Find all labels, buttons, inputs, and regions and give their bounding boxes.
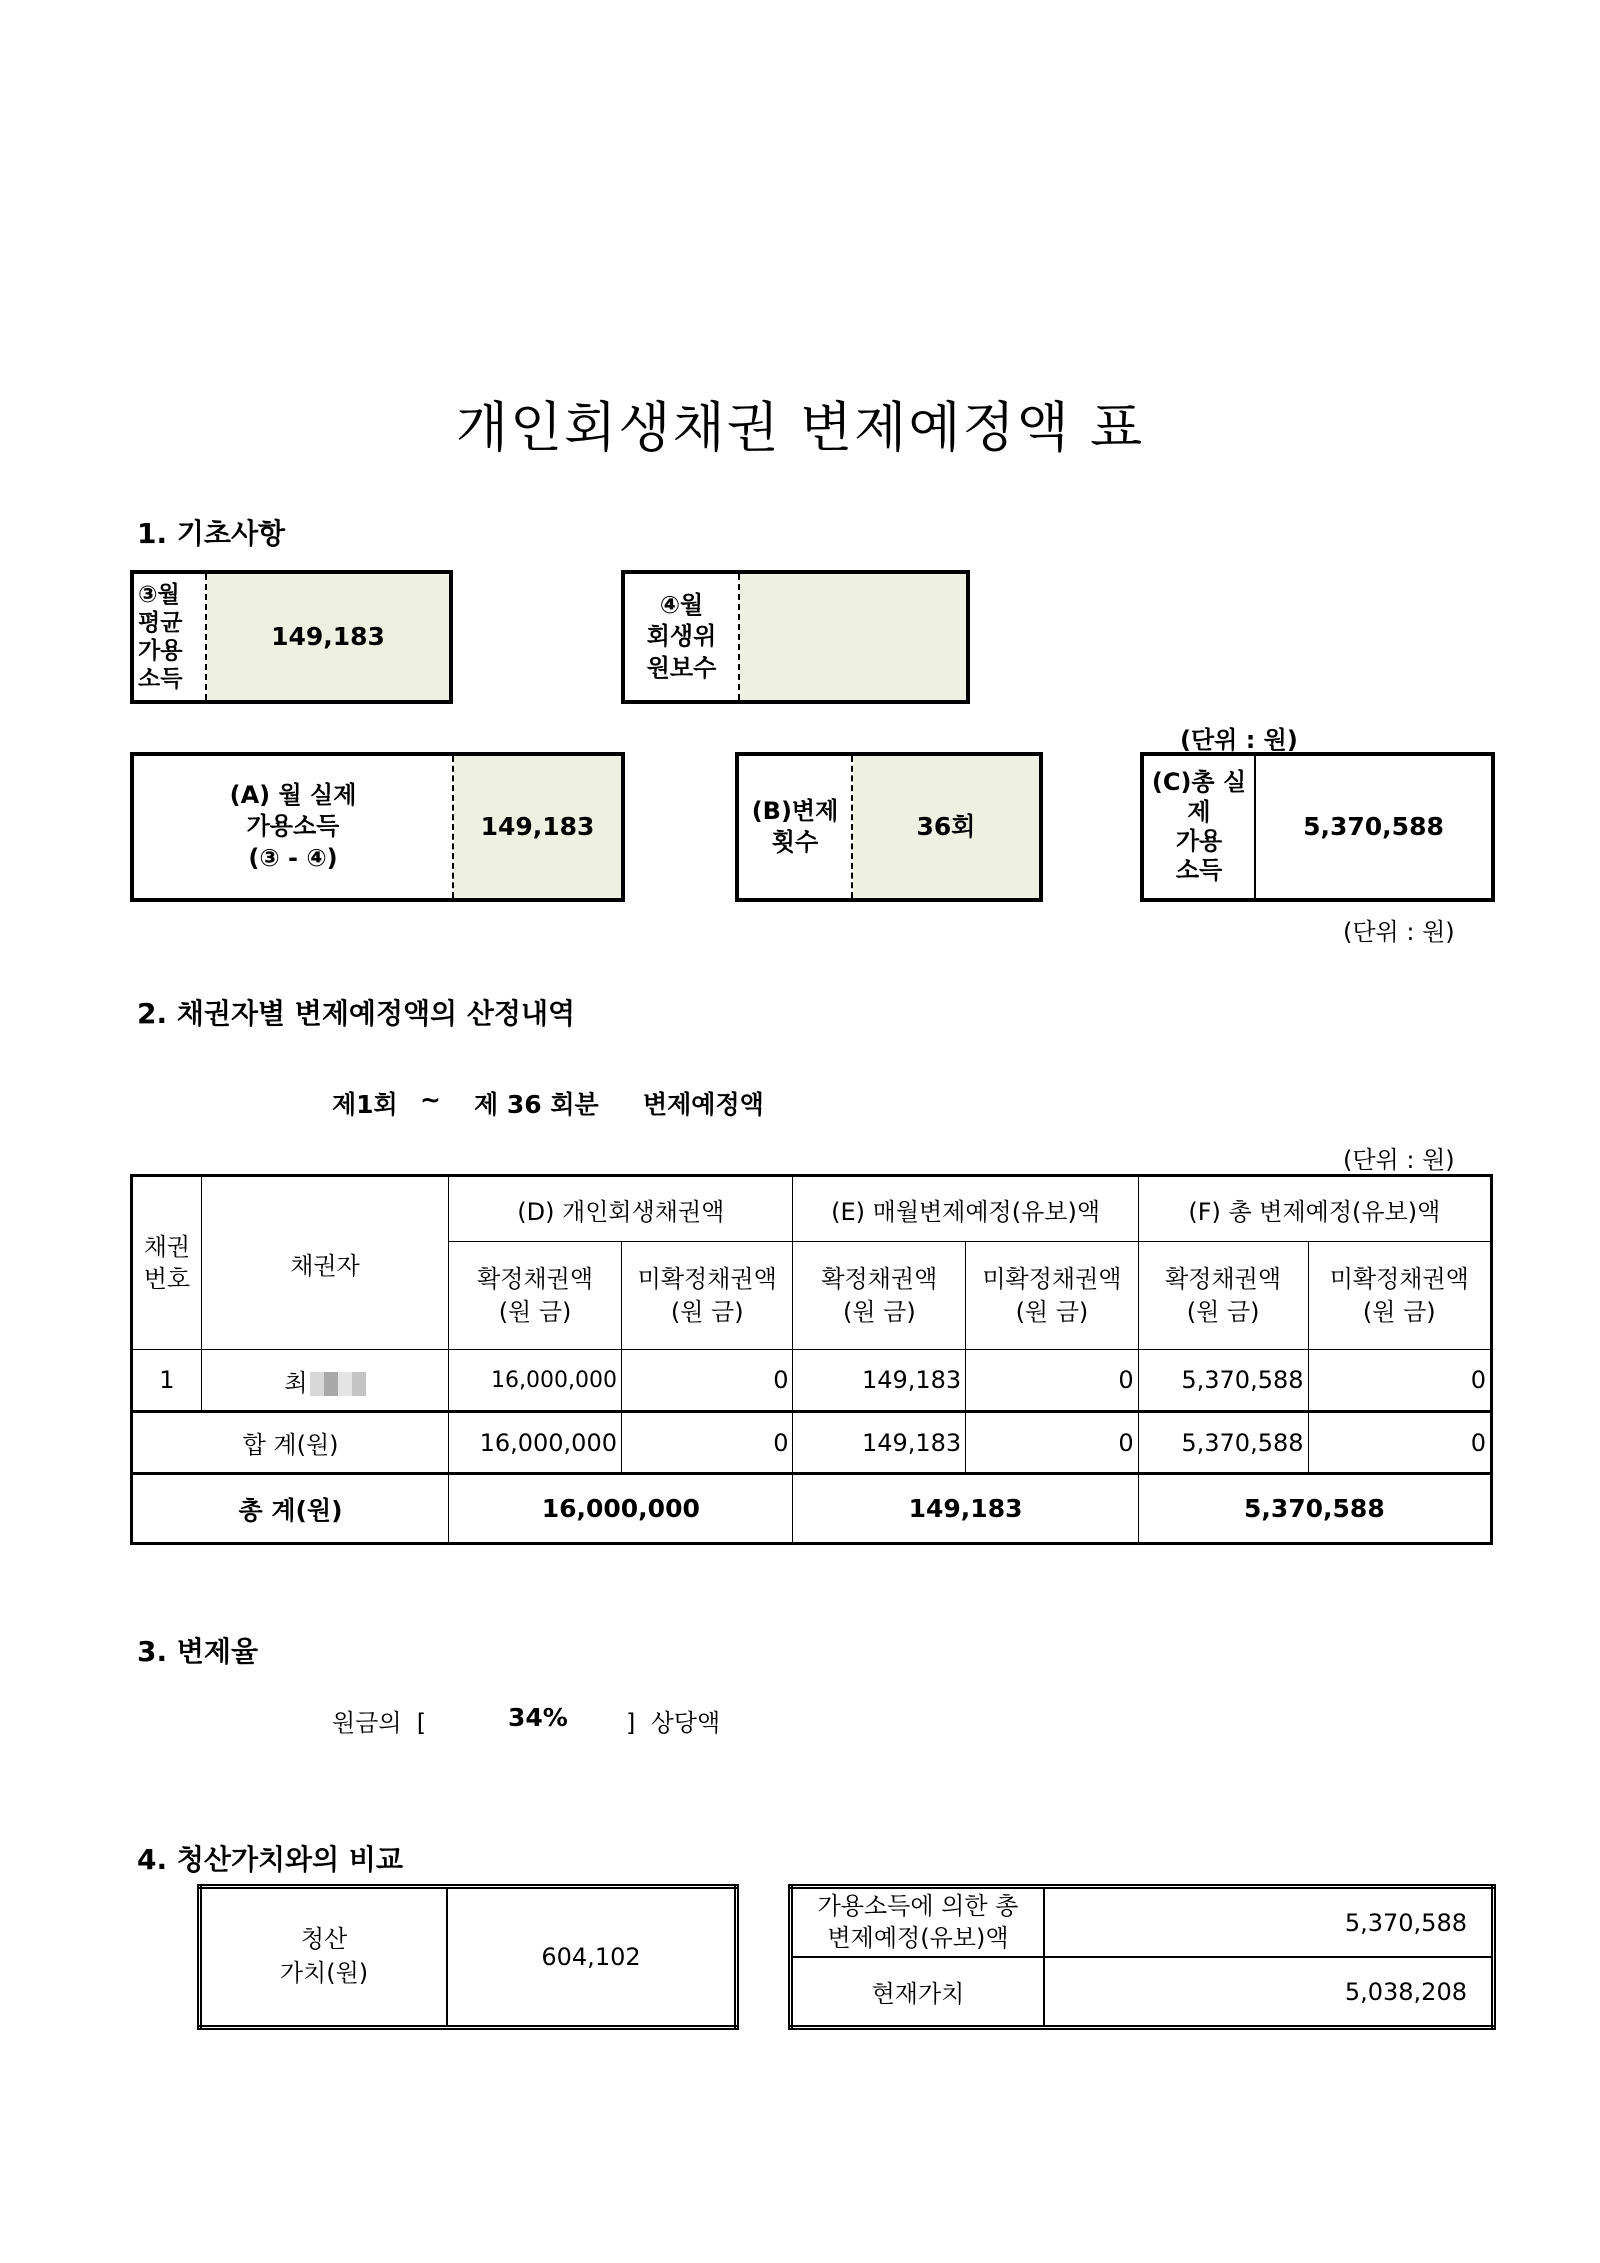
total-income-box [1140, 752, 1495, 902]
total-repayment-value: 5,370,588 [1044, 1887, 1494, 1958]
repayment-table [130, 1174, 1493, 1545]
group-d-header: (D) 개인회생채권액 [449, 1176, 793, 1242]
liquidation-label: 청산 가치(원) [200, 1887, 448, 2028]
sum-e-unconfirmed: 0 [966, 1412, 1138, 1474]
liquidation-table [197, 1884, 739, 2030]
present-value-value: 5,038,208 [1044, 1957, 1494, 2028]
unit-label-bottom: (단위 : 원) [1343, 918, 1455, 946]
period-to: 제 36 회분 [474, 1090, 599, 1119]
present-value-label: 현재가치 [791, 1957, 1045, 2028]
row-d-unconfirmed: 0 [622, 1350, 793, 1412]
sum-f-unconfirmed: 0 [1308, 1412, 1491, 1474]
row-f-unconfirmed: 0 [1308, 1350, 1491, 1412]
rate-prefix: 원금의 [ [332, 1709, 427, 1737]
section-2-heading: 2. 채권자별 변제예정액의 산정내역 [137, 997, 576, 1030]
section-1-heading: 1. 기초사항 [137, 517, 286, 550]
e-confirmed-header: 확정채권액 (원 금) [793, 1242, 966, 1350]
group-e-header: (E) 매월변제예정(유보)액 [793, 1176, 1138, 1242]
sum-e-confirmed: 149,183 [793, 1412, 966, 1474]
commissioner-fee-box [621, 570, 970, 704]
total-d: 16,000,000 [449, 1474, 793, 1544]
section-4-heading: 4. 청산가치와의 비교 [137, 1843, 404, 1876]
e-unconfirmed-header: 미확정채권액 (원 금) [966, 1242, 1138, 1350]
repayment-count-label: (B)변제 횟수 [739, 756, 853, 898]
d-confirmed-header: 확정채권액 (원 금) [449, 1242, 622, 1350]
actual-income-box [130, 752, 625, 902]
table-row [132, 1350, 1492, 1412]
sum-row [132, 1412, 1492, 1474]
page-title: 개인회생채권 변제예정액 표 [455, 396, 1145, 459]
monthly-income-value: 149,183 [207, 574, 449, 700]
monthly-income-box [130, 570, 453, 704]
actual-income-value: 149,183 [454, 756, 621, 898]
f-unconfirmed-header: 미확정채권액 (원 금) [1308, 1242, 1491, 1350]
total-income-label: (C)총 실 제 가용 소득 [1144, 756, 1256, 898]
total-row [132, 1474, 1492, 1544]
sum-d-unconfirmed: 0 [622, 1412, 793, 1474]
repayment-rate: 34% [508, 1703, 568, 1732]
commissioner-fee-value [740, 574, 966, 700]
redacted-block [310, 1372, 366, 1396]
total-repayment-label: 가용소득에 의한 총 변제예정(유보)액 [791, 1887, 1045, 1958]
row-e-confirmed: 149,183 [793, 1350, 966, 1412]
d-unconfirmed-header: 미확정채권액 (원 금) [622, 1242, 793, 1350]
col-creditor: 채권자 [201, 1176, 448, 1350]
total-f: 5,370,588 [1138, 1474, 1491, 1544]
actual-income-label: (A) 월 실제 가용소득 (③ - ④) [134, 756, 454, 898]
row-creditor-name [201, 1350, 448, 1412]
monthly-income-label: ③월 평균 가용 소득 [134, 574, 207, 700]
total-e: 149,183 [793, 1474, 1138, 1544]
row-d-confirmed: 16,000,000 [449, 1350, 622, 1412]
sum-f-confirmed: 5,370,588 [1138, 1412, 1308, 1474]
commissioner-fee-label: ④월 회생위 원보수 [625, 574, 740, 700]
repayment-count-box [735, 752, 1043, 902]
sum-label: 합 계(원) [132, 1412, 449, 1474]
row-e-unconfirmed: 0 [966, 1350, 1138, 1412]
table-header-row [132, 1176, 1492, 1242]
total-income-value: 5,370,588 [1303, 811, 1444, 841]
group-f-header: (F) 총 변제예정(유보)액 [1138, 1176, 1491, 1242]
period-separator: ~ [420, 1085, 441, 1114]
row-creditor-no: 1 [132, 1350, 202, 1412]
creditor-name-text: 최 [284, 1368, 308, 1397]
f-confirmed-header: 확정채권액 (원 금) [1138, 1242, 1308, 1350]
sum-d-confirmed: 16,000,000 [449, 1412, 622, 1474]
section-3-heading: 3. 변제율 [137, 1635, 259, 1668]
unit-label-top: (단위 : 원) [1180, 726, 1298, 754]
total-label: 총 계(원) [132, 1474, 449, 1544]
liquidation-value: 604,102 [447, 1887, 737, 2028]
col-creditor-no: 채권 번호 [132, 1176, 202, 1350]
present-value-table [788, 1884, 1496, 2030]
unit-label-table: (단위 : 원) [1343, 1146, 1455, 1174]
rate-suffix: ] 상당액 [626, 1709, 721, 1737]
row-f-confirmed: 5,370,588 [1138, 1350, 1308, 1412]
period-from: 제1회 [332, 1090, 398, 1119]
repayment-count-value: 36회 [853, 756, 1039, 898]
period-label: 변제예정액 [643, 1090, 764, 1119]
